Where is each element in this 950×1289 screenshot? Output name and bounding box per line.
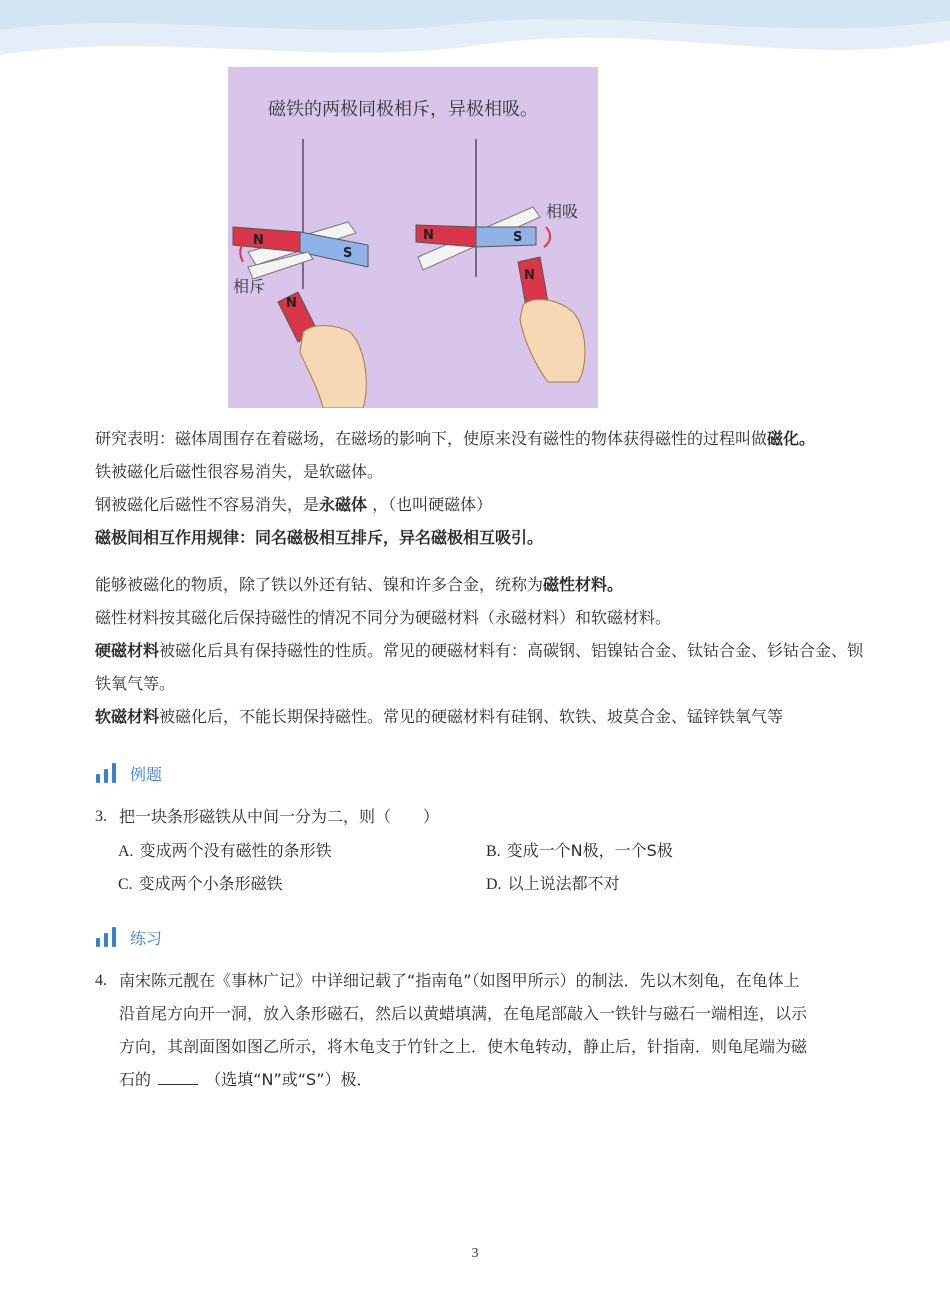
section-title-example: 例题 bbox=[130, 764, 163, 784]
answer-blank[interactable] bbox=[158, 1070, 198, 1085]
pole-label-n-hand-left: N bbox=[286, 296, 297, 311]
paragraph-iron: 铁被磁化后磁性很容易消失，是软磁体。 bbox=[95, 462, 384, 481]
label-repel: 相斥 bbox=[233, 277, 266, 296]
section-practice-heading bbox=[96, 925, 162, 949]
theory-text-block bbox=[95, 422, 865, 554]
question-stem-line-4: 石的 （选填“N”或“S”）极． bbox=[119, 1070, 373, 1089]
option-d[interactable]: D. 以上说法都不对 bbox=[486, 874, 620, 893]
paragraph-hard-magnetic: 硬磁材料被磁化后具有保持磁性的性质。常见的硬磁材料有：高碳钢、铝镍钴合金、钛钴合金、钐钴合金、钡铁氧气等。 bbox=[95, 641, 864, 693]
question-stem-line-1: 南宋陈元靓在《事林广记》中详细记载了“指南龟”（如图甲所示）的制法．先以木刻龟，在龟体上 bbox=[119, 971, 800, 990]
question-number: 3. bbox=[95, 808, 107, 825]
paragraph-material-types: 磁性材料按其磁化后保持磁性的情况不同分为硬磁材料（永磁材料）和软磁材料。 bbox=[95, 608, 672, 627]
pole-label-n-right: N bbox=[423, 228, 434, 243]
option-b[interactable]: B. 变成一个N极，一个S极 bbox=[486, 841, 673, 860]
magnet-poles-illustration bbox=[228, 67, 598, 408]
section-example-heading bbox=[96, 761, 162, 785]
question-number: 4. bbox=[95, 972, 107, 989]
paragraph-magnetic-materials: 能够被磁化的物质，除了铁以外还有钴、镍和许多合金，统称为磁性材料。 bbox=[95, 575, 624, 594]
paragraph-steel: 钢被磁化后磁性不容易消失，是永磁体 ，（也叫硬磁体） bbox=[95, 495, 493, 514]
figure-caption: 磁铁的两极同极相斥，异极相吸。 bbox=[268, 99, 538, 120]
pole-label-n-hand-right: N bbox=[524, 268, 535, 283]
label-attract: 相吸 bbox=[546, 202, 579, 221]
pole-label-s-left: S bbox=[343, 246, 353, 261]
question-4 bbox=[95, 964, 855, 1096]
option-c[interactable]: C. 变成两个小条形磁铁 bbox=[118, 874, 283, 893]
section-title-practice: 练习 bbox=[130, 928, 163, 948]
pole-label-n-left: N bbox=[253, 233, 264, 248]
question-3 bbox=[95, 800, 855, 833]
option-a[interactable]: A. 变成两个没有磁性的条形铁 bbox=[118, 841, 332, 860]
pole-label-s-right: S bbox=[513, 230, 523, 245]
page-number: 3 bbox=[471, 1246, 479, 1261]
question-stem-line-2: 沿首尾方向开一洞，放入条形磁石，然后以黄蜡填满，在龟尾部敲入一铁针与磁石一端相连，以示 bbox=[119, 1004, 808, 1023]
paragraph-soft-magnetic: 软磁材料被磁化后，不能长期保持磁性。常见的硬磁材料有硅钢、软铁、坡莫合金、锰锌铁氧气等 bbox=[95, 707, 784, 726]
paragraph-pole-law: 磁极间相互作用规律：同名磁极相互排斥，异名磁极相互吸引。 bbox=[95, 528, 544, 547]
bar-chart-icon bbox=[96, 927, 118, 947]
paragraph-magnetization: 研究表明：磁体周围存在着磁场，在磁场的影响下，使原来没有磁性的物体获得磁性的过程叫做磁化。 bbox=[95, 429, 816, 448]
bar-chart-icon bbox=[96, 763, 118, 783]
header-wave-decoration bbox=[0, 0, 950, 70]
question-stem: 把一块条形磁铁从中间一分为二，则（ ） bbox=[119, 807, 440, 826]
question-stem-line-3: 方向，其剖面图如图乙所示，将木龟支于竹针之上．使木龟转动，静止后，针指南．则龟尾端为磁 bbox=[119, 1037, 808, 1056]
materials-text-block bbox=[95, 568, 865, 733]
